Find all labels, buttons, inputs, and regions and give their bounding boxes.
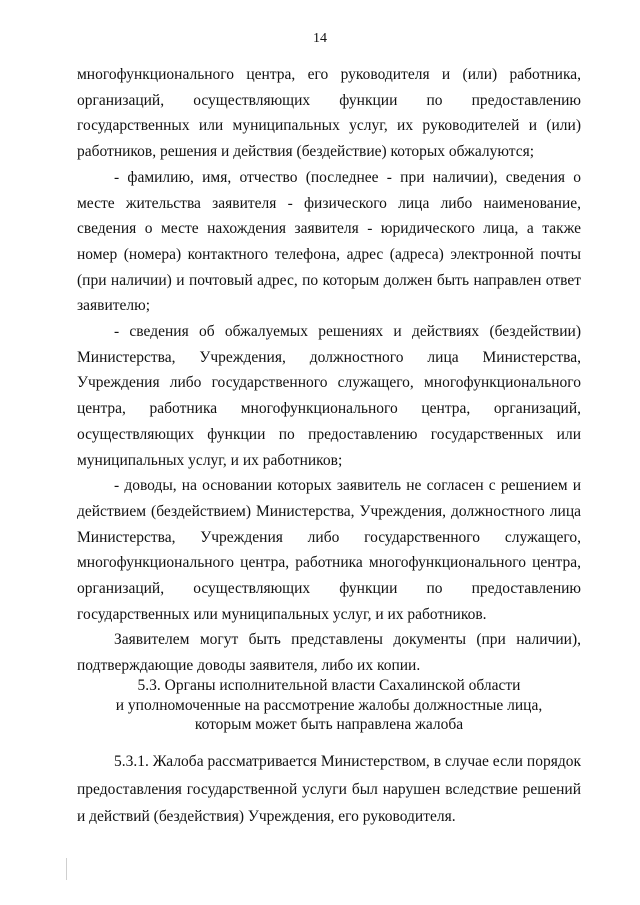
paragraph-arguments: - доводы, на основании которых заявитель не согласен с решением и действием (бездействием) Министерства, Учреждения, должностного лица Министерства, Учреждения либо государственного служащего, многофункционального центра, работника многофункционального центра, организаций, осуществляющих функции по предоставлению государственных или муниципальных услуг, и их работников. — [77, 477, 581, 623]
paragraph-supporting-documents: Заявителем могут быть представлены документы (при наличии), подтверждающие доводы заявителя, либо их копии. — [77, 631, 581, 675]
page-number: 14 — [313, 31, 327, 46]
section-heading — [77, 676, 581, 735]
paragraph-appealed-decisions: - сведения об обжалуемых решениях и действиях (бездействии) Министерства, Учреждения, должностного лица Министерства, Учреждения либо государственного служащего, многофункционального центра, работника многофункционального центра, организаций, осуществляющих функции по предоставлению государственных или муниципальных услуг, и их работников; — [77, 323, 581, 469]
paragraph-applicant-name: - фамилию, имя, отчество (последнее - при наличии), сведения о месте жительства заявителя - физического лица либо наименование, сведения о месте нахождения заявителя - юридического лица, а также номер (номера) контактного телефона, адрес (адреса) электронной почты (при наличии) и почтовый адрес, по которым должен быть направлен ответ заявителю; — [77, 168, 581, 315]
section-heading-line: 5.3. Органы исполнительной власти Сахалинской области — [137, 677, 521, 694]
scan-artifact — [66, 858, 67, 880]
body-text — [77, 62, 581, 679]
section-heading-line: которым может быть направлена жалоба — [194, 716, 464, 733]
paragraph-continuation: многофункционального центра, его руководителя и (или) работника, организаций, осуществляющих функции по предоставлению государственных или муниципальных услуг, их руководителей и (или) работников, решения и действия (бездействие) которых обжалуются; — [77, 66, 581, 161]
paragraph-5-3-1: 5.3.1. Жалоба рассматривается Министерством, в случае если порядок предоставления государственной услуги был нарушен вследствие решений и действий (бездействия) Учреждения, его руководителя. — [77, 753, 581, 825]
section-heading-line: и уполномоченные на рассмотрение жалобы должностные лица, — [115, 696, 543, 714]
section-text — [77, 748, 581, 831]
